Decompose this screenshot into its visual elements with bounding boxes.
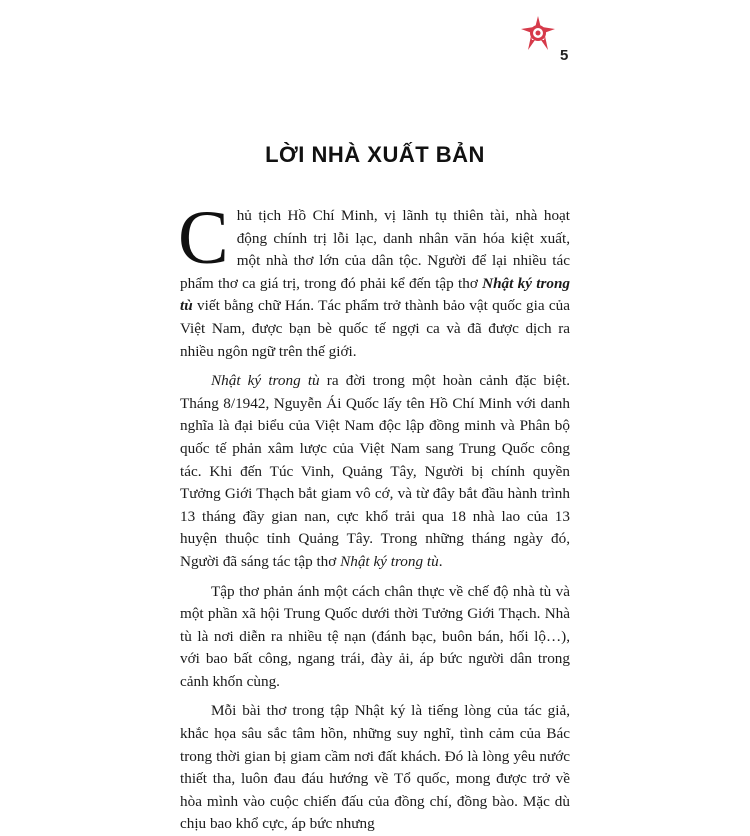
page-title: LỜI NHÀ XUẤT BẢN	[265, 142, 485, 167]
paragraph-2	[180, 370, 570, 573]
p1-text-a: hủ tịch Hồ Chí Minh, vị lãnh tụ thiên tài, nhà hoạt động chính trị lỗi lạc, danh nhân văn hóa kiệt xuất, một nhà thơ lớn của dân tộc. Người để lại nhiều tác phẩm thơ ca giá trị, trong đó phải kể đến tập thơ	[180, 207, 570, 292]
publisher-logo	[518, 14, 558, 54]
p2-text-d: .	[438, 552, 443, 570]
drop-cap: C	[178, 196, 229, 280]
paragraph-3: Tập thơ phản ánh một cách chân thực về chế độ nhà tù và một phần xã hội Trung Quốc dưới thời Tưởng Giới Thạch. Nhà tù là nơi diễn ra nhiều tệ nạn (đánh bạc, buôn bán, hối lộ…), với bao bất công, ngang trái, đày ải, áp bức người dân trong cảnh khốn cùng.	[180, 582, 570, 690]
publisher-star-logo-icon	[518, 14, 558, 54]
paragraph-1	[178, 196, 570, 363]
body-text	[178, 196, 570, 836]
p1-text-c: viết bằng chữ Hán. Tác phẩm trở thành bảo vật quốc gia của Việt Nam, được bạn bè quốc tế ngợi ca và đã được dịch ra nhiều ngôn ngữ trên thế giới.	[180, 297, 570, 360]
paragraph-4: Mỗi bài thơ trong tập Nhật ký là tiếng lòng của tác giả, khắc họa sâu sắc tâm hồn, những suy nghĩ, tình cảm của Bác trong thời gian bị giam cầm nơi đất khách. Đó là lòng yêu nước thiết tha, luôn đau đáu hướng về Tổ quốc, mong được trở về hòa mình vào cuộc chiến đấu của đồng chí, đồng bào. Mặc dù chịu bao khổ cực, áp bức nhưng	[180, 702, 570, 833]
book-title-bold: Nhật ký trong tù	[180, 274, 570, 315]
book-title-italic-2: Nhật ký trong tù	[340, 552, 439, 570]
book-title-italic: Nhật ký trong tù	[211, 372, 320, 390]
page-number: 5	[560, 47, 569, 64]
p2-text-b: ra đời trong một hoàn cảnh đặc biệt. Tháng 8/1942, Nguyễn Ái Quốc lấy tên Hồ Chí Minh với danh nghĩa là đại biểu của Việt Nam độc lập đồng minh và Phân bộ quốc tế phản xâm lược của Việt Nam sang Trung Quốc công tác. Khi đến Túc Vinh, Quảng Tây, Người bị chính quyền Tưởng Giới Thạch bắt giam vô cớ, và từ đây bắt đầu hành trình 13 tháng đầy gian nan, cực khổ trải qua 18 nhà lao của 13 huyện thuộc tỉnh Quảng Tây. Trong những tháng ngày đó, Người đã sáng tác tập thơ	[180, 372, 570, 570]
